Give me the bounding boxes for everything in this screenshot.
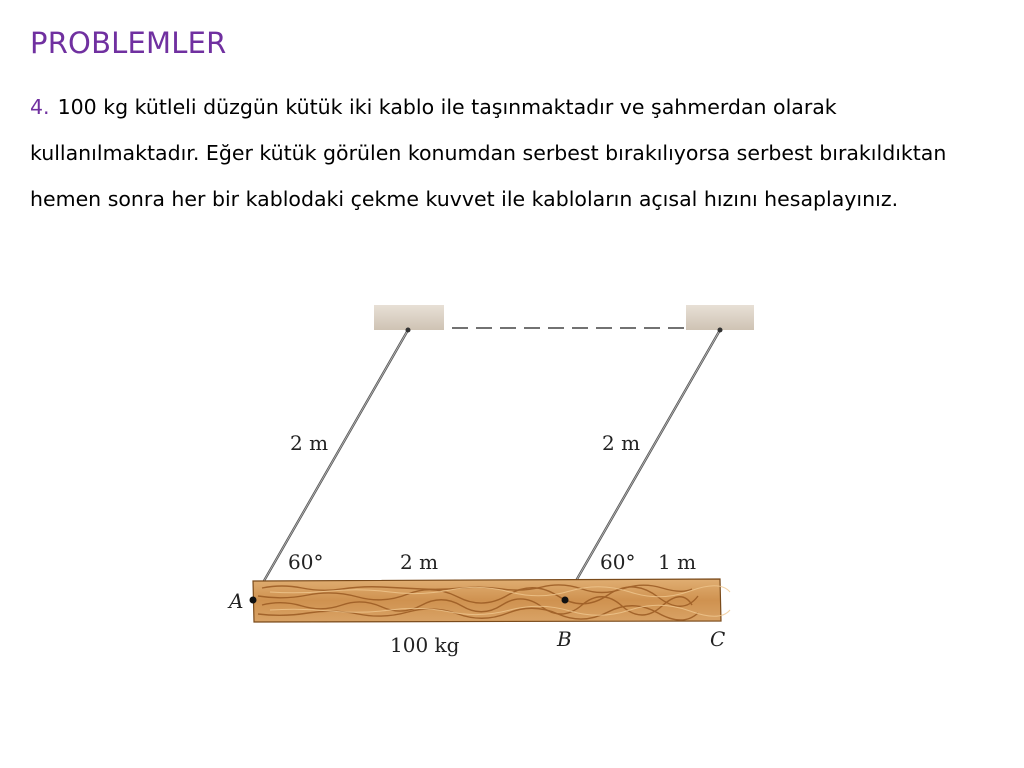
right-angle-label: 60° [600,550,636,574]
left-angle-label: 60° [288,550,324,574]
right-ceiling-support [686,305,754,330]
right-cable-length: 2 m [602,431,641,455]
left-support-pin [406,328,411,333]
mass-label: 100 kg [390,633,460,657]
segment-ab-label: 2 m [400,550,439,574]
point-a-marker [250,597,257,604]
left-cable-length: 2 m [290,431,329,455]
point-b-marker [562,597,569,604]
segment-bc-label: 1 m [658,550,697,574]
problem-text: 100 kg kütleli düzgün kütük iki kablo ile taşınmaktadır ve şahmerdan olarak kullanılmaktadır. Eğer kütük görülen konumdan serbest bırakılıyorsa serbest bırakıldıktan hemen sonra her bir kablodaki çekme kuvvet ile kabloların açısal hızını hesaplayınız. [30,95,947,211]
left-cable-highlight [253,330,408,600]
right-cable-highlight [565,330,720,600]
slide-title: PROBLEMLER [30,26,227,60]
problem-number: 4. [30,95,50,119]
point-a-label: A [229,589,244,613]
point-b-label: B [557,627,572,651]
left-ceiling-support [374,305,444,330]
right-support-pin [718,328,723,333]
point-c-label: C [710,627,726,651]
